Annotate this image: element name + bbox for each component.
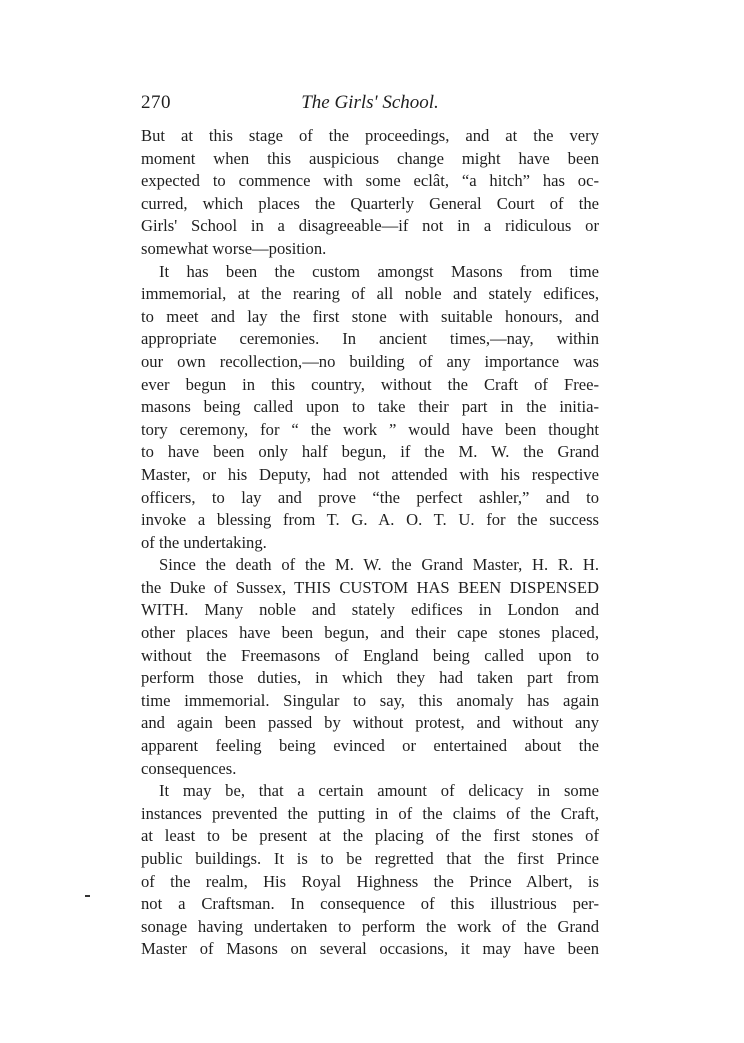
running-title: The Girls' School.: [301, 92, 439, 113]
text-line: moment when this auspicious change might have been: [141, 148, 599, 168]
text-line: WITH. Many noble and stately edifices in London and: [141, 600, 599, 620]
text-line: officers, to lay and prove “the perfect ashler,” and to: [141, 487, 599, 507]
text-line: sonage having undertaken to perform the work of the Grand: [141, 916, 599, 936]
text-line: of the undertaking.: [141, 532, 267, 552]
text-line: somewhat worse—position.: [141, 238, 327, 258]
text-line: the Duke of Sussex, THIS CUSTOM HAS BEEN DISPENSED: [141, 577, 599, 597]
text-line: consequences.: [141, 758, 237, 778]
text-line: appropriate ceremonies. In ancient times,—nay, within: [141, 329, 599, 349]
text-line: other places have been begun, and their cape stones placed,: [141, 623, 599, 643]
text-line: It may be, that a certain amount of delicacy in some: [159, 781, 599, 801]
text-line: expected to commence with some eclât, “a hitch” has oc-: [141, 171, 599, 191]
text-line: ever begun in this country, without the Craft of Free-: [141, 374, 599, 394]
text-line: Master, or his Deputy, had not attended with his respective: [141, 464, 599, 484]
text-line: not a Craftsman. In consequence of this illustrious per-: [141, 894, 599, 914]
text-line: to have been only half begun, if the M. W. the Grand: [141, 442, 599, 462]
text-line: at least to be present at the placing of the first stones of: [141, 826, 599, 846]
text-line: curred, which places the Quarterly General Court of the: [141, 193, 599, 213]
text-line: Since the death of the M. W. the Grand Master, H. R. H.: [159, 555, 599, 575]
text-line: Master of Masons on several occasions, it may have been: [141, 939, 599, 959]
text-line: immemorial, at the rearing of all noble and stately edifices,: [141, 284, 599, 304]
text-line: masons being called upon to take their part in the initia-: [141, 397, 599, 417]
page-number: 270: [141, 92, 171, 113]
text-line: and again been passed by without protest, and without any: [141, 713, 599, 733]
text-line: to meet and lay the first stone with suitable honours, and: [141, 306, 599, 326]
text-line: public buildings. It is to be regretted that the first Prince: [141, 849, 599, 868]
text-line: apparent feeling being evinced or entertained about the: [141, 736, 599, 756]
running-head: [141, 90, 599, 116]
text-line: instances prevented the putting in of the claims of the Craft,: [141, 803, 599, 823]
text-line: It has been the custom amongst Masons from time: [159, 261, 599, 281]
text-line: invoke a blessing from T. G. A. O. T. U. for the success: [141, 510, 599, 530]
text-line: without the Freemasons of England being called upon to: [141, 645, 599, 665]
text-line: time immemorial. Singular to say, this anomaly has again: [141, 690, 599, 710]
body-text: [141, 125, 599, 961]
text-line: our own recollection,—no building of any importance was: [141, 351, 599, 371]
text-line: Girls' School in a disagreeable—if not in a ridiculous or: [141, 216, 599, 236]
text-line: But at this stage of the proceedings, and at the very: [141, 126, 599, 145]
margin-mark: [85, 895, 90, 897]
text-line: of the realm, His Royal Highness the Prince Albert, is: [141, 871, 599, 891]
text-line: tory ceremony, for “ the work ” would have been thought: [141, 419, 599, 439]
text-line: perform those duties, in which they had taken part from: [141, 668, 599, 688]
